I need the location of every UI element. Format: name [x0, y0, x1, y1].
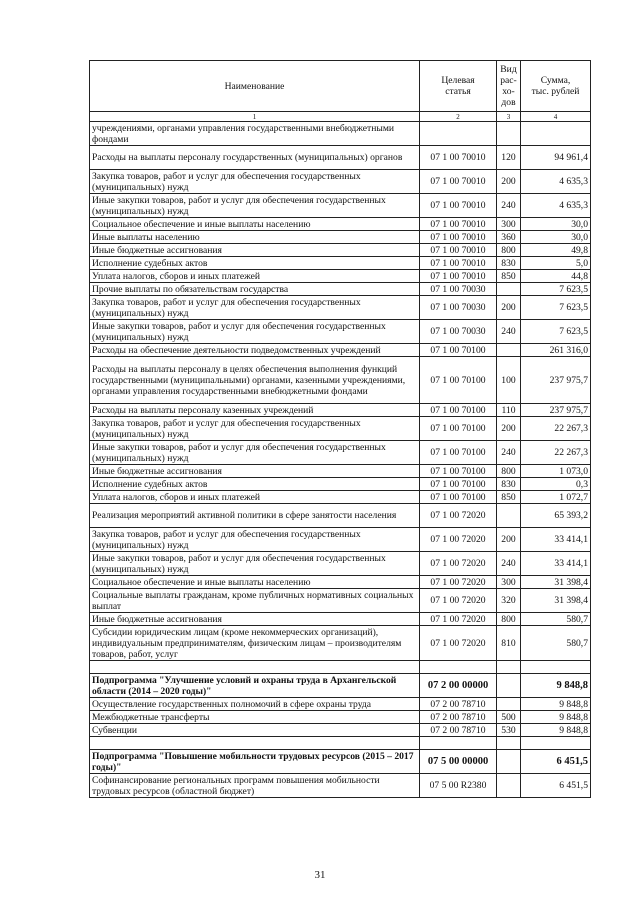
table-row [90, 576, 591, 589]
table-row [90, 170, 591, 194]
table-row [90, 146, 591, 170]
table-row [90, 491, 591, 504]
name-cell: Иные закупки товаров, работ и услуг для обеспечения государственных (муниципальных) нужд [90, 552, 420, 576]
target-article-cell: 07 1 00 70100 [420, 417, 497, 441]
expense-type-cell: 800 [497, 244, 521, 257]
expense-type-cell: 830 [497, 257, 521, 270]
name-cell: Иные выплаты населению [90, 231, 420, 244]
table-row [90, 711, 591, 724]
sum-cell: 31 398,4 [521, 576, 591, 589]
sum-cell: 9 848,8 [521, 674, 591, 698]
table-row [90, 441, 591, 465]
sum-cell: 44,8 [521, 270, 591, 283]
table-row [90, 504, 591, 528]
target-article-cell: 07 1 00 70030 [420, 296, 497, 320]
header-expense-type: Вид рас- хо- дов [497, 61, 521, 112]
name-cell: Расходы на обеспечение деятельности подведомственных учреждений [90, 344, 420, 357]
target-article-cell: 07 1 00 70100 [420, 478, 497, 491]
target-article-cell: 07 1 00 70100 [420, 404, 497, 417]
table-row [90, 626, 591, 661]
sum-cell: 0,3 [521, 478, 591, 491]
sum-cell: 94 961,4 [521, 146, 591, 170]
sum-cell: 22 267,3 [521, 441, 591, 465]
target-article-cell: 07 1 00 70010 [420, 146, 497, 170]
sum-cell: 33 414,1 [521, 528, 591, 552]
expense-type-cell: 530 [497, 724, 521, 737]
spacer-cell [420, 737, 497, 750]
sum-cell: 1 072,7 [521, 491, 591, 504]
target-article-cell: 07 2 00 78710 [420, 724, 497, 737]
table-row [90, 244, 591, 257]
target-article-cell: 07 1 00 72020 [420, 626, 497, 661]
header-target-article: Целевая статья [420, 61, 497, 112]
sum-cell: 33 414,1 [521, 552, 591, 576]
sum-cell: 31 398,4 [521, 589, 591, 613]
expense-type-cell: 120 [497, 146, 521, 170]
table-body [90, 122, 591, 798]
expense-type-cell [497, 344, 521, 357]
table-row [90, 417, 591, 441]
name-cell: Расходы на выплаты персоналу государственных (муниципальных) органов [90, 146, 420, 170]
name-cell: Социальные выплаты гражданам, кроме публичных нормативных социальных выплат [90, 589, 420, 613]
target-article-cell: 07 1 00 70010 [420, 231, 497, 244]
target-article-cell: 07 1 00 70100 [420, 465, 497, 478]
name-cell: Закупка товаров, работ и услуг для обеспечения государственных (муниципальных) нужд [90, 417, 420, 441]
name-cell: Подпрограмма "Улучшение условий и охраны труда в Архангельской области (2014 – 2020 годы)" [90, 674, 420, 698]
sum-cell: 7 623,5 [521, 320, 591, 344]
spacer-cell [521, 737, 591, 750]
expense-type-cell: 240 [497, 320, 521, 344]
table-row [90, 774, 591, 798]
page-number: 31 [314, 869, 326, 881]
sum-cell: 49,8 [521, 244, 591, 257]
target-article-cell: 07 1 00 70100 [420, 344, 497, 357]
expense-type-cell: 360 [497, 231, 521, 244]
expense-type-cell: 240 [497, 441, 521, 465]
target-article-cell: 07 1 00 72020 [420, 528, 497, 552]
sum-cell: 1 073,0 [521, 465, 591, 478]
table-row [90, 613, 591, 626]
target-article-cell: 07 1 00 70010 [420, 218, 497, 231]
spacer-cell [521, 661, 591, 674]
target-article-cell: 07 1 00 70010 [420, 244, 497, 257]
expense-type-cell: 300 [497, 576, 521, 589]
sum-cell: 65 393,2 [521, 504, 591, 528]
target-article-cell: 07 1 00 70010 [420, 194, 497, 218]
sum-cell: 9 848,8 [521, 724, 591, 737]
target-article-cell: 07 2 00 00000 [420, 674, 497, 698]
sum-cell: 7 623,5 [521, 296, 591, 320]
expense-type-cell: 810 [497, 626, 521, 661]
expense-type-cell: 500 [497, 711, 521, 724]
name-cell: Прочие выплаты по обязательствам государства [90, 283, 420, 296]
table-row [90, 270, 591, 283]
target-article-cell: 07 1 00 70100 [420, 357, 497, 404]
name-cell: Иные закупки товаров, работ и услуг для обеспечения государственных (муниципальных) нужд [90, 194, 420, 218]
expense-type-cell: 200 [497, 296, 521, 320]
table-row [90, 257, 591, 270]
target-article-cell: 07 2 00 78710 [420, 711, 497, 724]
column-number: 3 [497, 112, 521, 122]
expense-type-cell: 240 [497, 194, 521, 218]
expense-type-cell: 200 [497, 170, 521, 194]
sum-cell: 30,0 [521, 231, 591, 244]
table-row [90, 528, 591, 552]
table-row [90, 231, 591, 244]
expense-type-cell [497, 774, 521, 798]
subprogram-row [90, 674, 591, 698]
target-article-cell: 07 1 00 70100 [420, 441, 497, 465]
expense-type-cell: 850 [497, 491, 521, 504]
name-cell: Уплата налогов, сборов и иных платежей [90, 491, 420, 504]
table-row [90, 320, 591, 344]
expense-type-cell: 200 [497, 528, 521, 552]
sum-cell: 580,7 [521, 626, 591, 661]
spacer-row [90, 661, 591, 674]
target-article-cell: 07 1 00 72020 [420, 576, 497, 589]
name-cell: Субвенции [90, 724, 420, 737]
target-article-cell: 07 1 00 72020 [420, 589, 497, 613]
header-name: Наименование [90, 61, 420, 112]
sum-cell: 580,7 [521, 613, 591, 626]
expense-type-cell: 800 [497, 465, 521, 478]
name-cell: Софинансирование региональных программ повышения мобильности трудовых ресурсов (областной бюджет) [90, 774, 420, 798]
sum-cell: 7 623,5 [521, 283, 591, 296]
name-cell: Расходы на выплаты персоналу в целях обеспечения выполнения функций государственными (муниципальными) органами, казенными учреждениями, органами управления государственными внебюджетными фондами [90, 357, 420, 404]
expense-type-cell: 200 [497, 417, 521, 441]
expense-type-cell: 300 [497, 218, 521, 231]
sum-cell: 5,0 [521, 257, 591, 270]
table-row [90, 283, 591, 296]
spacer-cell [90, 737, 420, 750]
spacer-cell [497, 661, 521, 674]
expense-type-cell: 110 [497, 404, 521, 417]
name-cell: Расходы на выплаты персоналу казенных учреждений [90, 404, 420, 417]
sum-cell: 22 267,3 [521, 417, 591, 441]
name-cell: Исполнение судебных актов [90, 478, 420, 491]
sum-cell: 9 848,8 [521, 711, 591, 724]
column-number-row [90, 112, 591, 122]
spacer-cell [90, 661, 420, 674]
target-article-cell: 07 5 00 00000 [420, 750, 497, 774]
expense-type-cell: 240 [497, 552, 521, 576]
name-cell: Уплата налогов, сборов и иных платежей [90, 270, 420, 283]
budget-table [89, 60, 591, 798]
name-cell: Иные бюджетные ассигнования [90, 613, 420, 626]
sum-cell: 6 451,5 [521, 750, 591, 774]
expense-type-cell: 320 [497, 589, 521, 613]
target-article-cell: 07 1 00 70030 [420, 283, 497, 296]
spacer-row [90, 737, 591, 750]
table-row [90, 698, 591, 711]
column-number: 1 [90, 112, 420, 122]
name-cell: Субсидии юридическим лицам (кроме некоммерческих организаций), индивидуальным предпринимателям, физическим лицам – производителям товаров, работ, услуг [90, 626, 420, 661]
target-article-cell: 07 1 00 70010 [420, 257, 497, 270]
expense-type-cell [497, 504, 521, 528]
name-cell: Иные закупки товаров, работ и услуг для обеспечения государственных (муниципальных) нужд [90, 441, 420, 465]
expense-type-cell [497, 674, 521, 698]
name-cell: Закупка товаров, работ и услуг для обеспечения государственных (муниципальных) нужд [90, 528, 420, 552]
table-row [90, 218, 591, 231]
target-article-cell: 07 1 00 70030 [420, 320, 497, 344]
name-cell: Закупка товаров, работ и услуг для обеспечения государственных (муниципальных) нужд [90, 296, 420, 320]
table-row [90, 552, 591, 576]
target-article-cell: 07 1 00 72020 [420, 613, 497, 626]
table-row [90, 589, 591, 613]
target-article-cell [420, 122, 497, 146]
sum-cell: 9 848,8 [521, 698, 591, 711]
target-article-cell: 07 5 00 R2380 [420, 774, 497, 798]
spacer-cell [420, 661, 497, 674]
column-number: 2 [420, 112, 497, 122]
sum-cell: 237 975,7 [521, 404, 591, 417]
sum-cell: 4 635,3 [521, 194, 591, 218]
name-cell: Реализация мероприятий активной политики в сфере занятости населения [90, 504, 420, 528]
table-row [90, 478, 591, 491]
sum-cell: 4 635,3 [521, 170, 591, 194]
expense-type-cell [497, 122, 521, 146]
expense-type-cell: 100 [497, 357, 521, 404]
target-article-cell: 07 1 00 70010 [420, 170, 497, 194]
name-cell: Социальное обеспечение и иные выплаты населению [90, 218, 420, 231]
table-row [90, 724, 591, 737]
spacer-cell [497, 737, 521, 750]
name-cell: Иные бюджетные ассигнования [90, 465, 420, 478]
expense-type-cell [497, 750, 521, 774]
name-cell: Подпрограмма "Повышение мобильности трудовых ресурсов (2015 – 2017 годы)" [90, 750, 420, 774]
sum-cell: 261 316,0 [521, 344, 591, 357]
name-cell: Иные закупки товаров, работ и услуг для обеспечения государственных (муниципальных) нужд [90, 320, 420, 344]
target-article-cell: 07 1 00 72020 [420, 552, 497, 576]
name-cell: Осуществление государственных полномочий в сфере охраны труда [90, 698, 420, 711]
target-article-cell: 07 1 00 72020 [420, 504, 497, 528]
expense-type-cell: 830 [497, 478, 521, 491]
name-cell: Межбюджетные трансферты [90, 711, 420, 724]
expense-type-cell: 800 [497, 613, 521, 626]
table-row [90, 344, 591, 357]
table-row [90, 465, 591, 478]
sum-cell: 6 451,5 [521, 774, 591, 798]
table-row [90, 404, 591, 417]
table-row [90, 122, 591, 146]
expense-type-cell [497, 698, 521, 711]
name-cell: Закупка товаров, работ и услуг для обеспечения государственных (муниципальных) нужд [90, 170, 420, 194]
header-sum: Сумма, тыс. рублей [521, 61, 591, 112]
target-article-cell: 07 2 00 78710 [420, 698, 497, 711]
expense-type-cell: 850 [497, 270, 521, 283]
name-cell: учреждениями, органами управления государственными внебюджетными фондами [90, 122, 420, 146]
sum-cell: 30,0 [521, 218, 591, 231]
target-article-cell: 07 1 00 70100 [420, 491, 497, 504]
expense-type-cell [497, 283, 521, 296]
table-header-row [90, 61, 591, 112]
sum-cell [521, 122, 591, 146]
sum-cell: 237 975,7 [521, 357, 591, 404]
table-row [90, 357, 591, 404]
name-cell: Исполнение судебных актов [90, 257, 420, 270]
name-cell: Социальное обеспечение и иные выплаты населению [90, 576, 420, 589]
table-row [90, 296, 591, 320]
target-article-cell: 07 1 00 70010 [420, 270, 497, 283]
table-row [90, 194, 591, 218]
name-cell: Иные бюджетные ассигнования [90, 244, 420, 257]
column-number: 4 [521, 112, 591, 122]
subprogram-row [90, 750, 591, 774]
